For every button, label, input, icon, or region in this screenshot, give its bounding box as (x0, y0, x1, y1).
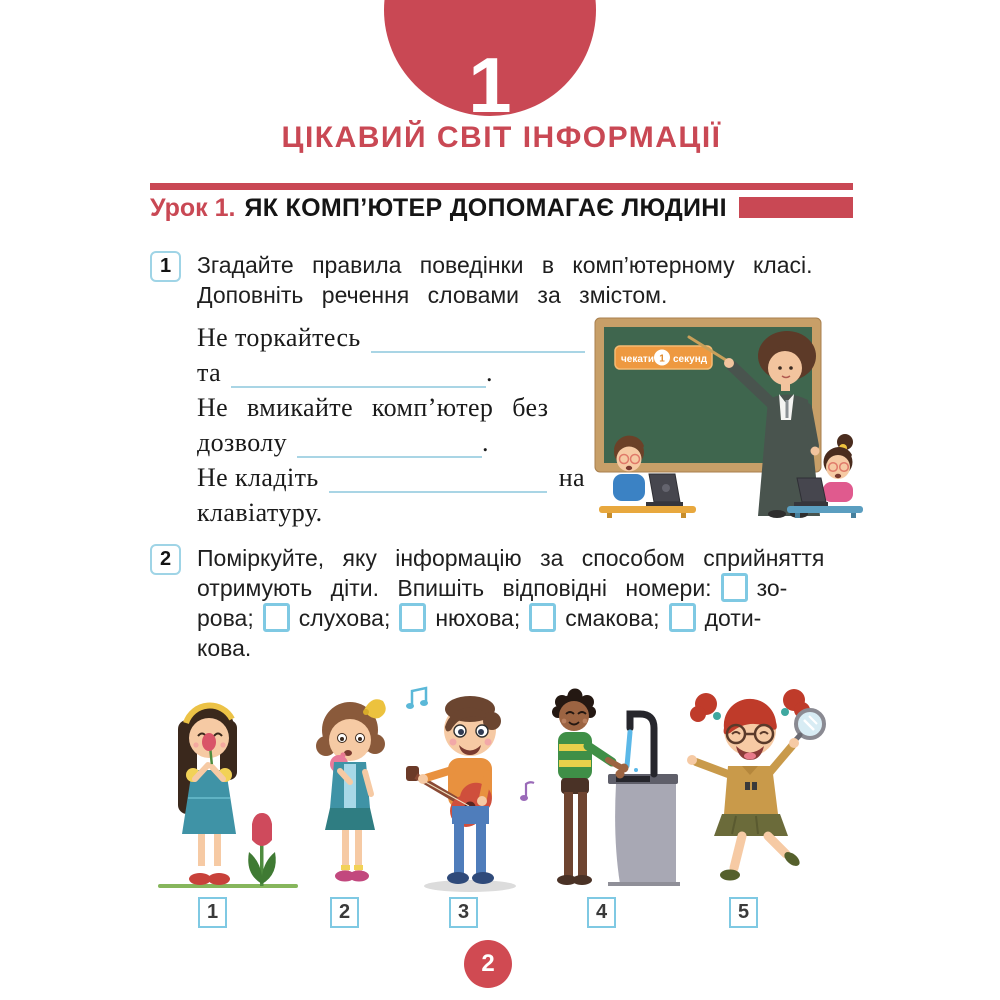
answer-checkbox[interactable] (263, 603, 290, 632)
exercise-1 (150, 250, 855, 528)
exercise-2-line-2-text: отримують діти. Впишіть відповідні номери: (197, 575, 712, 601)
sentence-text: та (197, 358, 222, 387)
child-with-magnifying-glass-illustration (678, 678, 843, 896)
exercise-2-line-2 (197, 573, 855, 603)
option-label: смакова; (565, 605, 660, 631)
fill-blank[interactable] (231, 360, 486, 388)
lesson-title: ЯК КОМП’ЮТЕР ДОПОМАГАЄ ЛЮДИНІ (244, 194, 727, 222)
boy-3 (406, 696, 501, 884)
music-note-blue (406, 688, 428, 709)
sentence-text: на (558, 463, 585, 492)
exercise-2-line-4: кова. (197, 635, 252, 661)
option-label: слухова; (298, 605, 391, 631)
child-eating-ice-cream-illustration (298, 678, 403, 896)
sentence-text: дозволу (197, 428, 288, 457)
sentence-text: Не торкайтесь (197, 323, 361, 352)
option-label: нюхова; (435, 605, 521, 631)
answer-checkbox[interactable] (399, 603, 426, 632)
sentence-text: клавіатуру. (197, 498, 323, 527)
answer-checkbox[interactable] (721, 573, 748, 602)
child-washing-hands-illustration (528, 678, 680, 896)
svg-text:чекати: чекати (621, 354, 654, 365)
exercise-1-number-badge: 1 (150, 251, 181, 282)
fill-blank[interactable] (329, 465, 547, 493)
answer-number-box-1: 1 (198, 897, 227, 928)
exercise-1-instruction-line-1: Згадайте правила поведінки в комп’ютерному класі. (197, 252, 813, 278)
lesson-heading (150, 183, 853, 223)
child-playing-guitar-illustration (398, 678, 543, 896)
answer-number-box-2: 2 (330, 897, 359, 928)
scratch-block-wait-1-second (615, 346, 712, 369)
lesson-number-label: Урок 1. (150, 194, 236, 222)
exercise-2-line-3 (197, 603, 855, 633)
answer-number-box-5: 5 (729, 897, 758, 928)
children-illustrations (150, 676, 855, 896)
classroom-illustration (591, 316, 863, 518)
exercise-2 (150, 543, 855, 663)
girl-2 (316, 699, 386, 881)
exercise-2-number-badge: 2 (150, 544, 181, 575)
chapter-number: 1 (468, 41, 512, 129)
answer-checkbox[interactable] (669, 603, 696, 632)
option-label: зо- (756, 575, 788, 601)
sentence-text: Не вмикайте комп’ютер без (197, 393, 549, 422)
sink (608, 714, 680, 886)
exercise-2-line-1: Поміркуйте, яку інформацію за способом сприйняття (197, 545, 825, 571)
tulip-plant (248, 813, 276, 886)
sentence-text: . (482, 428, 489, 457)
option-label: доти- (704, 605, 762, 631)
fill-blank[interactable] (297, 430, 482, 458)
fill-in-sentences (197, 318, 585, 528)
child-smelling-flower-illustration (156, 678, 306, 896)
girl-5 (687, 689, 824, 881)
answer-number-row (150, 897, 855, 927)
sentence-text: . (486, 358, 493, 387)
girl-1 (178, 703, 237, 885)
svg-text:секунд: секунд (673, 354, 708, 365)
lesson-red-block (739, 197, 853, 218)
sentence-text: Не кладіть (197, 463, 319, 492)
exercise-1-instruction-line-2: Доповніть речення словами за змістом. (197, 282, 668, 308)
page-number-badge: 2 (464, 940, 512, 988)
answer-checkbox[interactable] (529, 603, 556, 632)
fill-blank[interactable] (371, 325, 585, 353)
answer-number-box-3: 3 (449, 897, 478, 928)
answer-number-box-4: 4 (587, 897, 616, 928)
option-label: рова; (197, 605, 254, 631)
lesson-top-bar (150, 183, 853, 190)
chapter-title: ЦІКАВИЙ СВІТ ІНФОРМАЦІЇ (281, 121, 722, 154)
svg-text:1: 1 (659, 353, 665, 365)
